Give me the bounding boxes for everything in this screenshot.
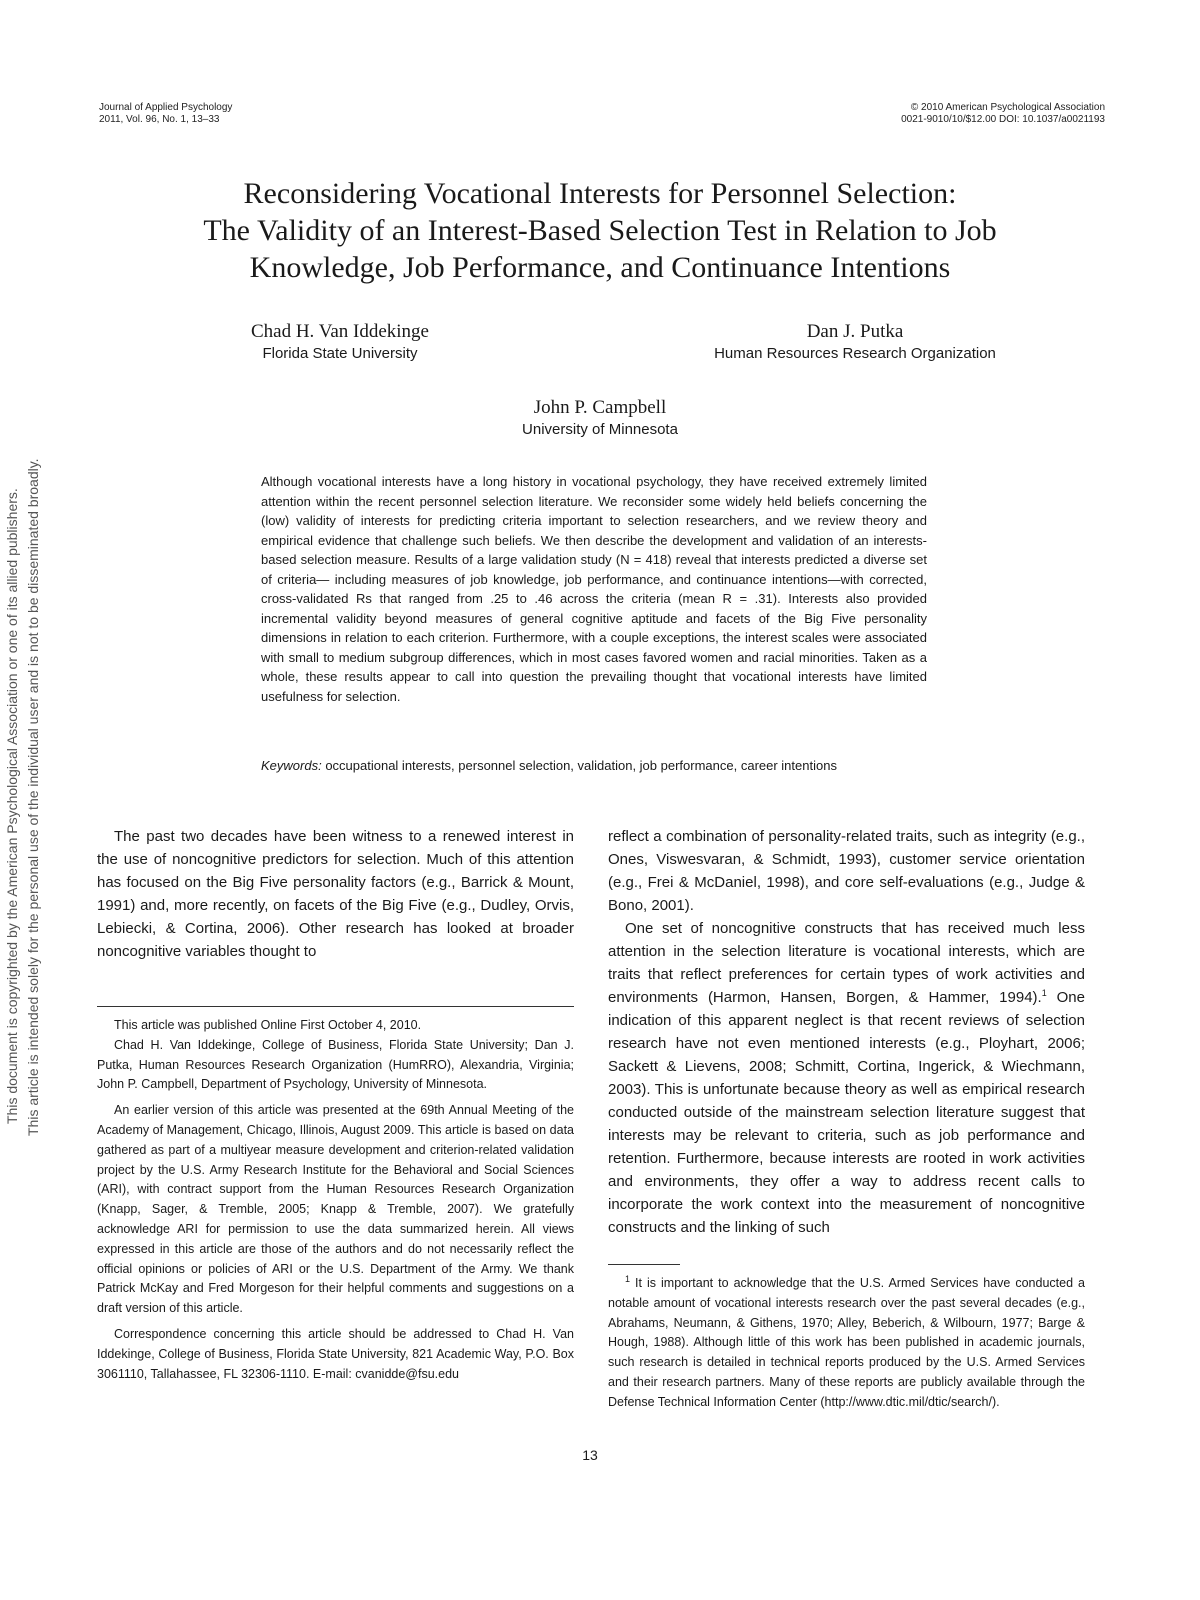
author-affiliation: Florida State University (262, 345, 418, 362)
author-name: Dan J. Putka (806, 321, 904, 342)
copyright-notice: © 2010 American Psychological Association (910, 102, 1105, 113)
keywords-text: occupational interests, personnel selection, validation, job performance, career intentions (321, 758, 837, 773)
running-header-left (99, 102, 232, 126)
acknowledgment-note: An earlier version of this article was presented at the 69th Annual Meeting of the Academy of Management, Chicago, Illinois, August 2009. This article is based on data gathered as part of a multiyear measure development and criterion-related validation project by the U.S. Army Research Institute for the Behavioral and Social Sciences (ARI), with contract support from the Human Resources Research Organization (Knapp, Sager, & Tremble, 2005; Knapp & Tremble, 2007). We gratefully acknowledge ARI for permission to use the data summarized herein. All views expressed in this article are those of the authors and do not necessarily reflect the official opinions or policies of ARI or the U.S. Department of the Army. We thank Patrick McKay and Fred Morgeson for their helpful comments and suggestions on a draft version of this article. (97, 1103, 574, 1316)
title-line-1: Reconsidering Vocational Interests for Personnel Selection: (243, 177, 957, 210)
abstract: Although vocational interests have a long history in vocational psychology, they have received extremely limited attention within the recent personnel selection literature. We reconsider some widely held beliefs concerning the (low) validity of interests for predicting criteria important to selection researchers, and we review theory and empirical evidence that challenge such beliefs. We then describe the development and validation of an interests-based selection measure. Results of a large validation study (N = 418) reveal that interests predicted a diverse set of criteria— including measures of job knowledge, job performance, and continuance intentions—with corrected, cross-validated Rs that ranged from .25 to .46 across the criteria (mean R = .31). Interests also provided incremental validity beyond measures of general cognitive aptitude and facets of the Big Five personality dimensions in relation to each criterion. Furthermore, with a couple exceptions, the interest scales were associated with small to medium subgroup differences, which in most cases favored women and racial minorities. Taken as a whole, these results appear to call into question the prevailing thought that vocational interests have limited usefulness for selection. (261, 474, 927, 704)
author-block-2 (690, 320, 1020, 363)
side-notice-line-1: This document is copyrighted by the American Psychological Association or one of its allied publishers. (4, 488, 20, 1124)
doi-line: 0021-9010/10/$12.00 DOI: 10.1037/a0021193 (901, 114, 1105, 125)
footnote-text (608, 1274, 1085, 1413)
side-notice-line-2: This article is intended solely for the personal use of the individual user and is not to be disseminated broadly. (25, 458, 41, 1136)
author-name: Chad H. Van Iddekinge (250, 321, 429, 342)
author-block-3 (440, 396, 760, 439)
author-notes (97, 1016, 574, 1384)
author-affiliation: University of Minnesota (522, 421, 678, 438)
journal-issue: 2011, Vol. 96, No. 1, 13–33 (99, 114, 220, 125)
body-paragraph: reflect a combination of personality-related traits, such as integrity (e.g., Ones, Viswesvaran, & Schmidt, 1993), customer service orientation (e.g., Frei & McDaniel, 1998), and core self-evaluations (e.g., Judge & Bono, 2001). (608, 828, 1085, 914)
footnote-body: It is important to acknowledge that the U.S. Armed Services have conducted a notable amount of vocational interests research over the past several decades (e.g., Abrahams, Neumann, & Githens, 1970; Alley, Beberich, & Wilbourn, 1977; Barge & Hough, 1988). Although little of this work has been published in academic journals, such research is detailed in technical reports produced by the U.S. Armed Services and their research partners. Many of these reports are publicly available through the Defense Technical Information Center (http://www.dtic.mil/dtic/search/). (608, 1276, 1085, 1409)
body-text: One set of noncognitive constructs that has received much less attention in the selection literature is vocational interests, which are traits that reflect preferences for certain types of work activities and environments (Harmon, Hansen, Borgen, & Hammer, 1994). (608, 920, 1085, 1006)
publication-note: This article was published Online First October 4, 2010. (114, 1018, 422, 1032)
footnote-divider-left (97, 1006, 574, 1007)
title-line-3: Knowledge, Job Performance, and Continuance Intentions (249, 251, 951, 284)
author-name: John P. Campbell (533, 397, 667, 418)
author-block-1 (190, 320, 490, 363)
page-number: 13 (582, 1447, 598, 1463)
author-affiliation: Human Resources Research Organization (714, 345, 996, 362)
body-paragraph: The past two decades have been witness to a renewed interest in the use of noncognitive predictors for selection. Much of this attention has focused on the Big Five personality factors (e.g., Barrick & Mount, 1991) and, more recently, on facets of the Big Five (e.g., Dudley, Orvis, Lebiecki, & Cortina, 2006). Other research has looked at broader noncognitive variables thought to (97, 828, 574, 960)
running-header-right (780, 102, 1105, 126)
title-line-2: The Validity of an Interest-Based Selection Test in Relation to Job (203, 214, 997, 247)
affiliation-note: Chad H. Van Iddekinge, College of Business, Florida State University; Dan J. Putka, Human Resources Research Organization (HumRRO), Alexandria, Virginia; John P. Campbell, Department of Psychology, University of Minnesota. (97, 1037, 574, 1092)
body-column-left (97, 825, 574, 963)
body-column-right (608, 825, 1085, 1239)
keywords-label: Keywords: (261, 758, 322, 773)
footnote-divider-right (608, 1264, 680, 1265)
footnote-number: 1 (625, 1273, 631, 1284)
body-paragraph (608, 917, 1085, 1239)
article-title (80, 175, 1120, 286)
journal-name: Journal of Applied Psychology (99, 102, 233, 113)
body-text: One indication of this apparent neglect is that recent reviews of selection research have not even mentioned interests (e.g., Ployhart, 2006; Sackett & Lievens, 2008; Schmitt, Cortina, Ingerick, & Wiechmann, 2003). This is unfortunate because theory as well as empirical research conducted outside of the mainstream selection literature suggest that interests may be relevant to criteria, such as job performance and retention. Furthermore, because interests are rooted in work activities and environments, they offer a way to address recent calls to incorporate the work context into the measurement of noncognitive constructs and the linking of such (608, 989, 1085, 1236)
footnote-1 (608, 1274, 1085, 1413)
correspondence-note: Correspondence concerning this article should be addressed to Chad H. Van Iddekinge, College of Business, Florida State University, 821 Academic Way, P.O. Box 3061110, Tallahassee, FL 32306-1110. E-mail: cvanidde@fsu.edu (97, 1326, 574, 1381)
footnote-marker: 1 (1041, 988, 1047, 998)
keywords (261, 757, 941, 775)
